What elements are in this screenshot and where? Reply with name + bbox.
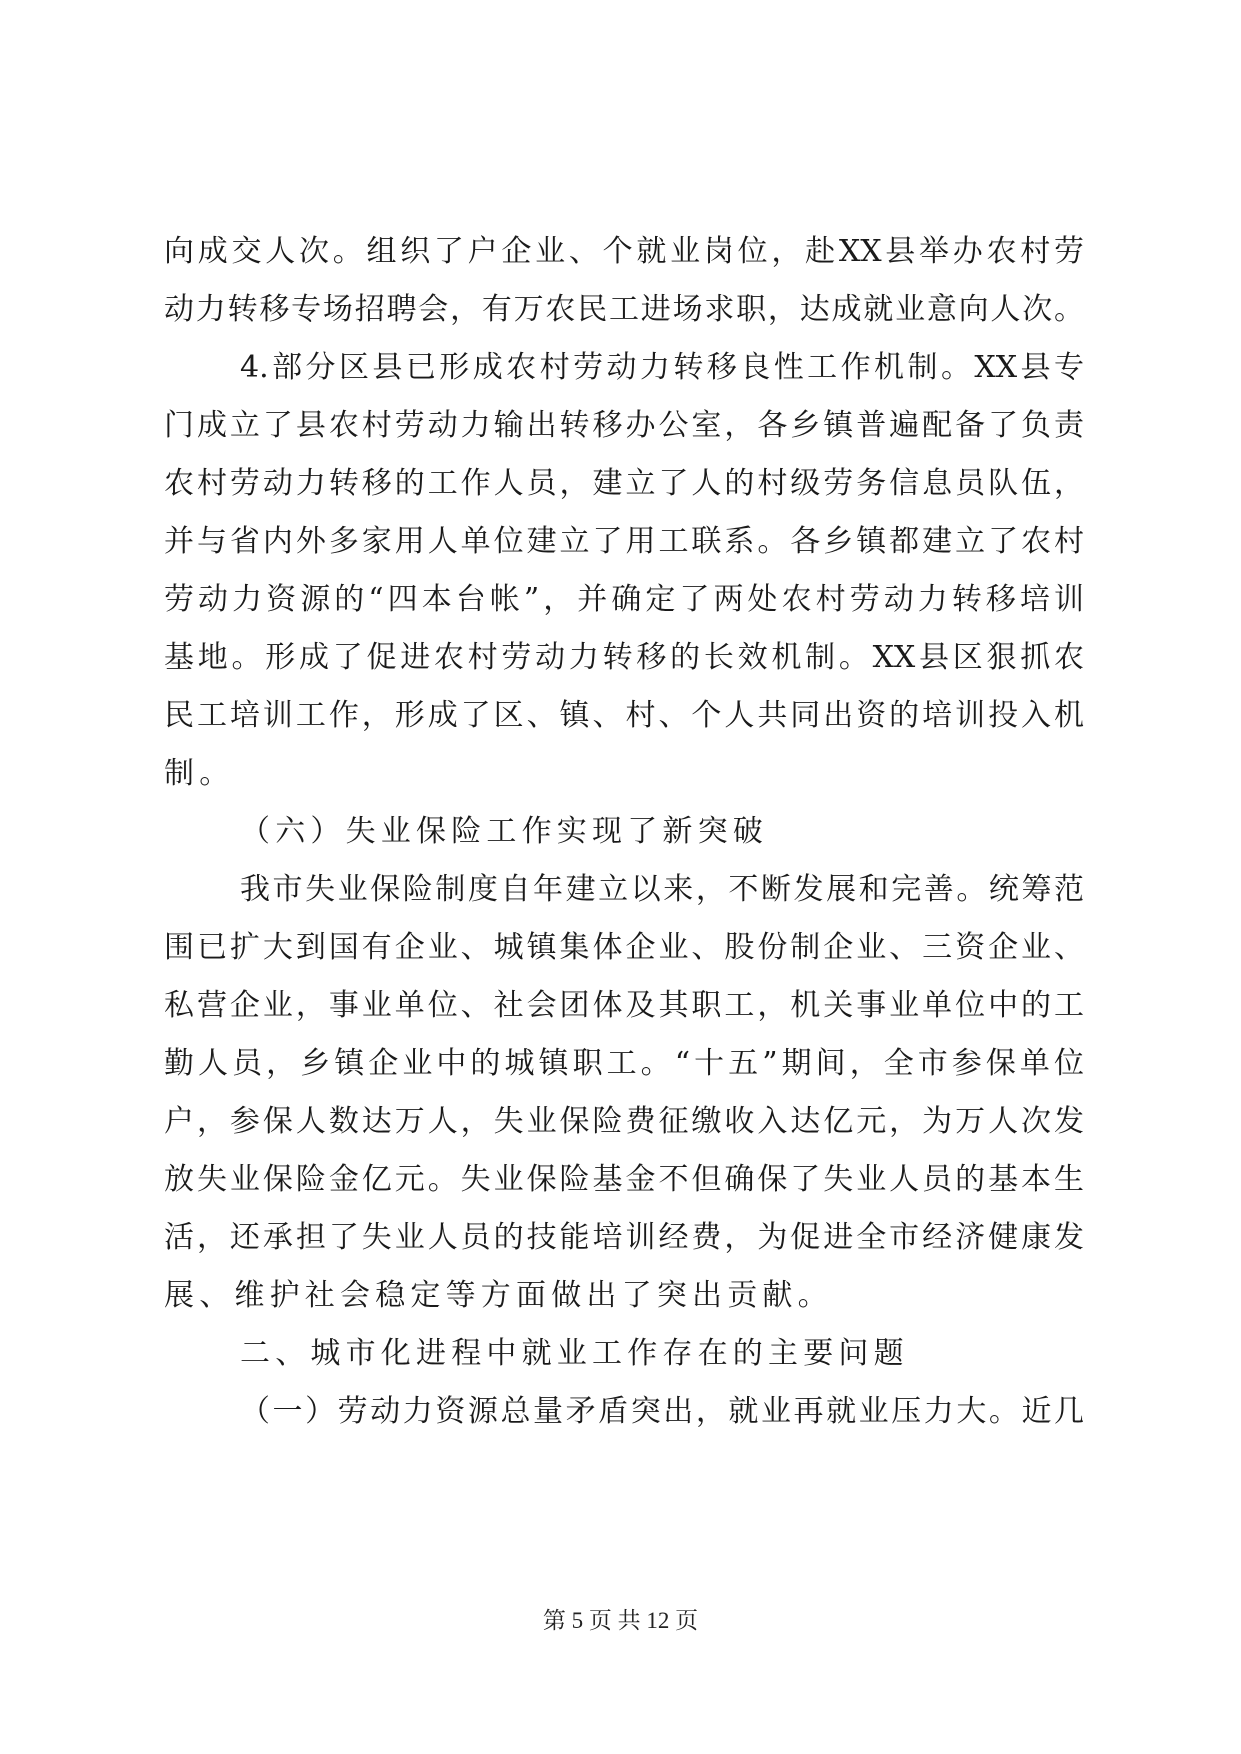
- text-line: 并与省内外多家用人单位建立了用工联系。各乡镇都建立了农村: [164, 524, 1084, 559]
- paragraph-start-line: （一）劳动力资源总量矛盾突出，就业再就业压力大。近几: [240, 1394, 1084, 1429]
- text-line: 动力转移专场招聘会，有万农民工进场求职，达成就业意向人次。: [164, 292, 1084, 327]
- text-line: 户，参保人数达万人，失业保险费征缴收入达亿元，为万人次发: [164, 1104, 1084, 1139]
- text-line: 制。: [164, 756, 235, 791]
- paragraph-start-line: 我市失业保险制度自年建立以来，不断发展和完善。统筹范: [240, 872, 1084, 907]
- section-heading: （六）失业保险工作实现了新突破: [240, 814, 768, 849]
- text-line: 基地。形成了促进农村劳动力转移的长效机制。XX县区狠抓农: [164, 640, 1084, 675]
- paragraph-start-line: 4.部分区县已形成农村劳动力转移良性工作机制。XX县专: [240, 350, 1084, 385]
- text-line: 勤人员，乡镇企业中的城镇职工。“十五”期间，全市参保单位: [164, 1046, 1084, 1081]
- text-line: 放失业保险金亿元。失业保险基金不但确保了失业人员的基本生: [164, 1162, 1084, 1197]
- text-line: 劳动力资源的“四本台帐”，并确定了两处农村劳动力转移培训: [164, 582, 1084, 617]
- text-line: 活，还承担了失业人员的技能培训经费，为促进全市经济健康发: [164, 1220, 1084, 1255]
- text-line: 农村劳动力转移的工作人员，建立了人的村级劳务信息员队伍，: [164, 466, 1084, 501]
- text-line: 门成立了县农村劳动力输出转移办公室，各乡镇普遍配备了负责: [164, 408, 1084, 443]
- section-heading: 二、城市化进程中就业工作存在的主要问题: [240, 1336, 909, 1371]
- text-line: 展、维护社会稳定等方面做出了突出贡献。: [164, 1278, 833, 1313]
- page-footer: 第 5 页 共 12 页: [542, 1608, 699, 1633]
- text-line: 私营企业，事业单位、社会团体及其职工，机关事业单位中的工: [164, 988, 1084, 1023]
- text-line: 向成交人次。组织了户企业、个就业岗位，赴XX县举办农村劳: [164, 234, 1084, 269]
- text-line: 民工培训工作，形成了区、镇、村、个人共同出资的培训投入机: [164, 698, 1084, 733]
- text-line: 围已扩大到国有企业、城镇集体企业、股份制企业、三资企业、: [164, 930, 1084, 965]
